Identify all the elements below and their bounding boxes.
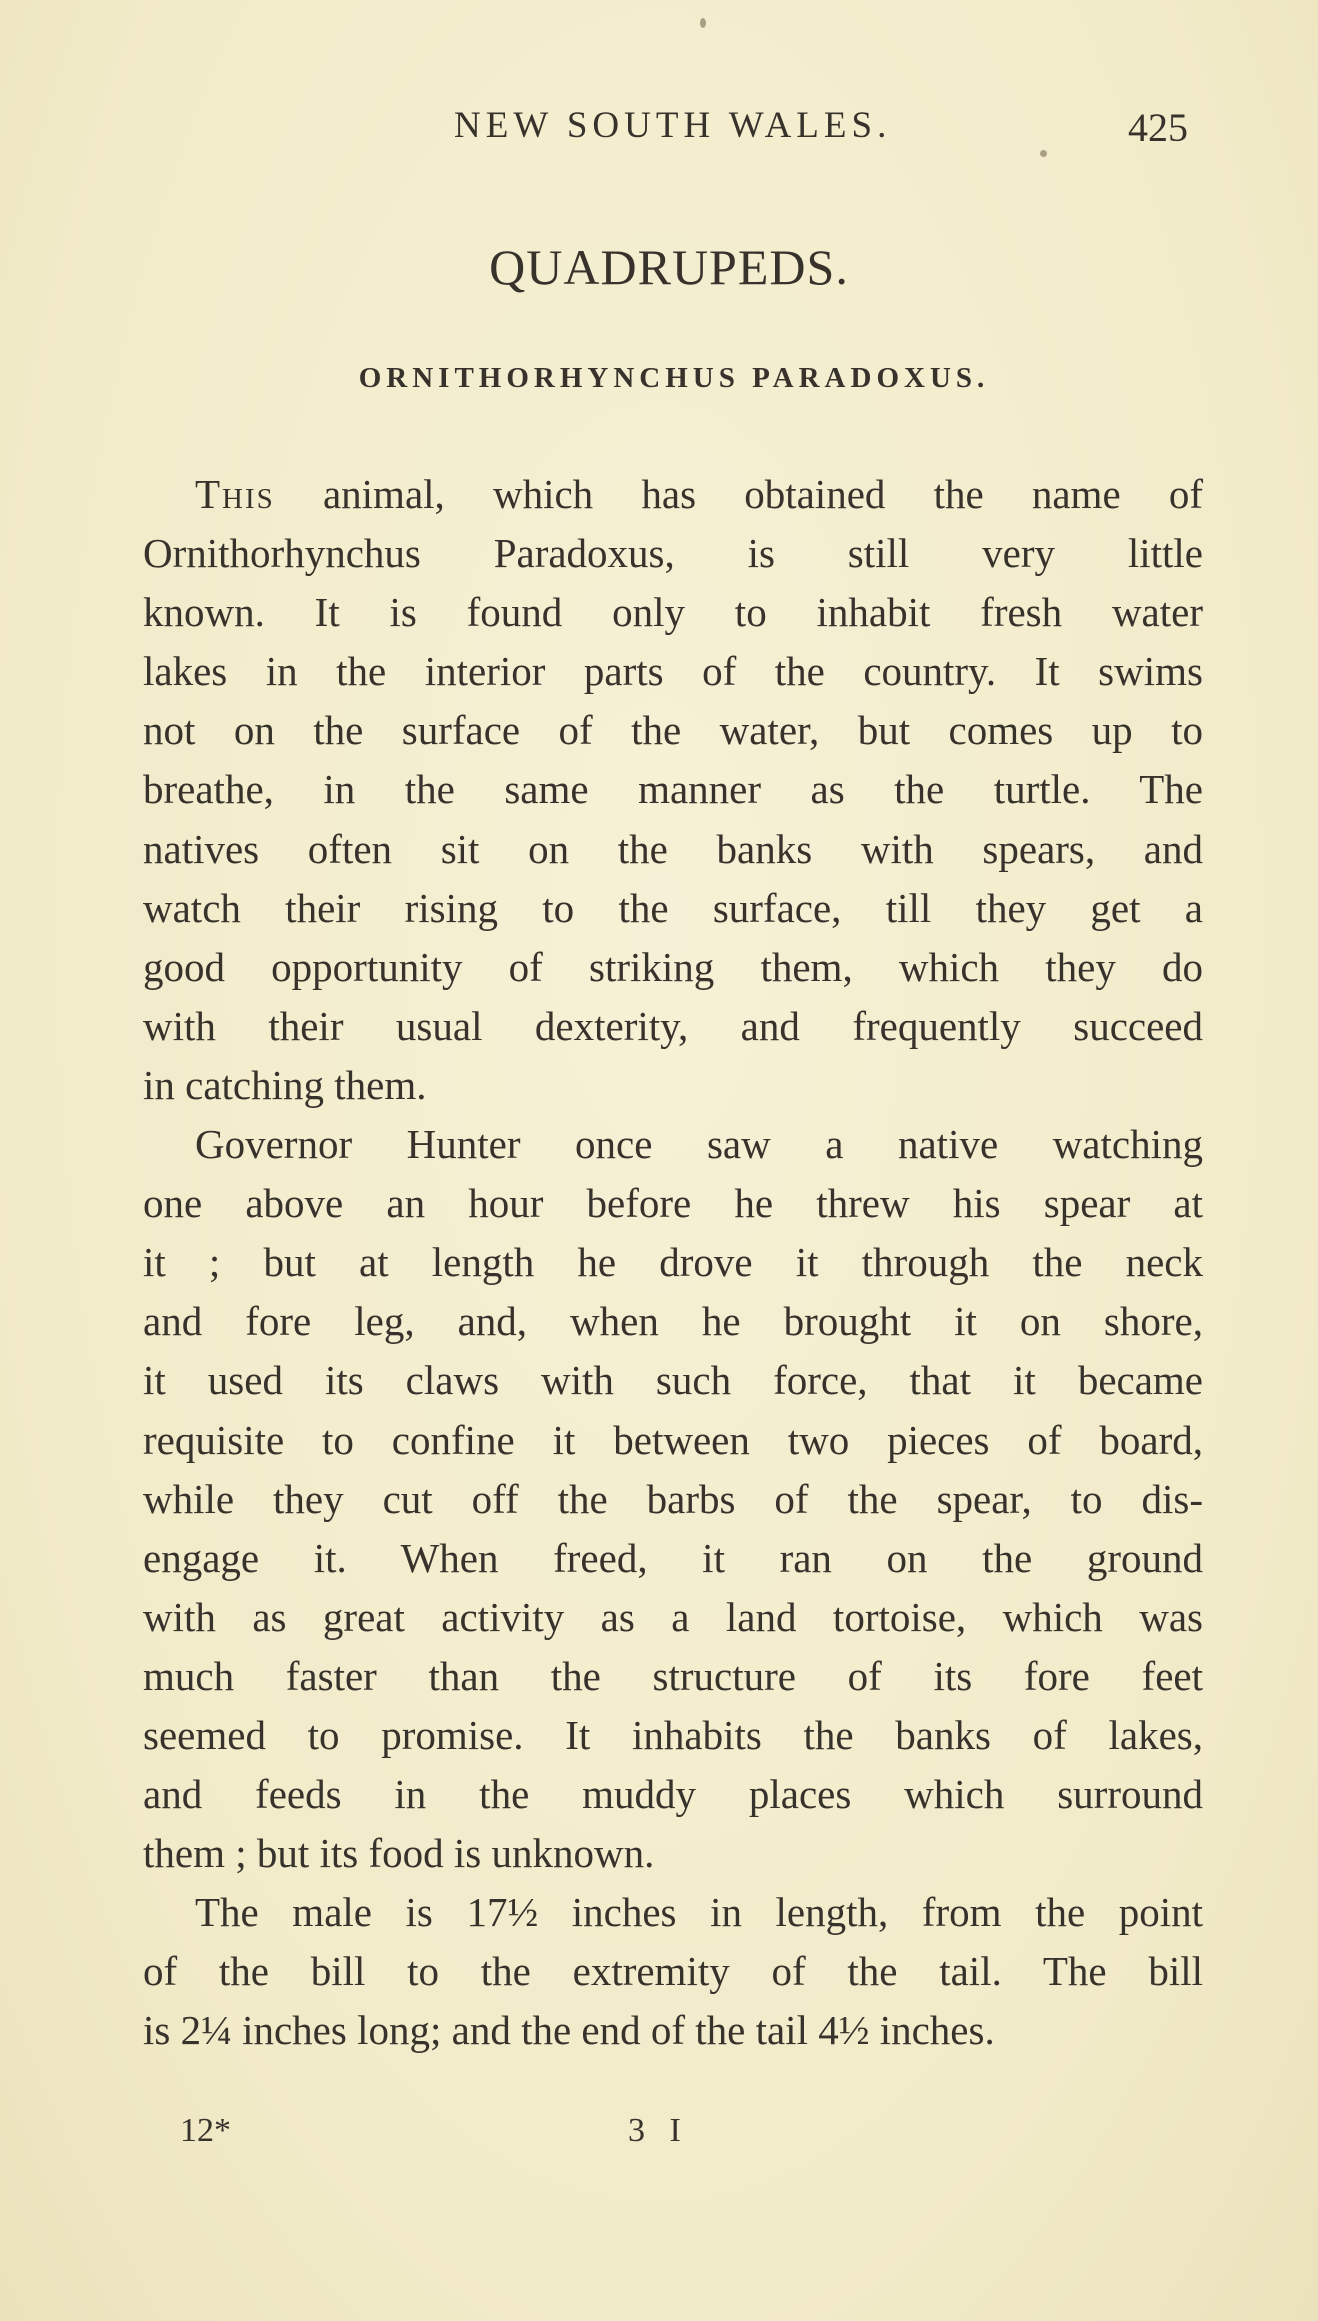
text-line: Governor Hunter once saw a native watching: [195, 1121, 1203, 1168]
text-line: and feeds in the muddy places which surround: [143, 1771, 1203, 1818]
text-line: natives often sit on the banks with spears, and: [143, 825, 1203, 872]
paragraph: [143, 1883, 1203, 2060]
line-text: animal, which has obtained the name of: [274, 471, 1203, 517]
text-line: it ; but at length he drove it through the neck: [143, 1239, 1203, 1286]
text-line: them ; but its food is unknown.: [143, 1830, 655, 1877]
text-line: The male is 17½ inches in length, from the point: [195, 1889, 1203, 1936]
text-line: requisite to confine it between two pieces of board,: [143, 1416, 1203, 1463]
signature-mark-left: 12*: [180, 2112, 231, 2149]
paragraph: [143, 465, 1203, 1115]
text-line: and fore leg, and, when he brought it on shore,: [143, 1298, 1203, 1345]
running-head: [0, 104, 1318, 152]
text-line: much faster than the structure of its fore feet: [143, 1652, 1203, 1699]
text-line: is 2¼ inches long; and the end of the tail 4½ inches.: [143, 2007, 995, 2054]
section-title: QUADRUPEDS.: [489, 239, 849, 295]
text-line: in catching them.: [143, 1061, 427, 1108]
signature-mark-right: 3 I: [628, 2112, 689, 2149]
text-line: engage it. When freed, it ran on the ground: [143, 1534, 1203, 1581]
text-line: it used its claws with such force, that it became: [143, 1357, 1203, 1404]
lead-word: This: [195, 471, 275, 517]
footer: [0, 2112, 1318, 2162]
text-line: watch their rising to the surface, till they get a: [143, 884, 1203, 931]
paragraph: [143, 1115, 1203, 1883]
text-line: seemed to promise. It inhabits the banks of lakes,: [143, 1711, 1203, 1758]
text-line: with as great activity as a land tortoise, which was: [143, 1593, 1203, 1640]
body-text: [143, 465, 1203, 2061]
text-line: of the bill to the extremity of the tail. The bill: [143, 1948, 1203, 1995]
page-number: 425: [1128, 105, 1188, 150]
subtitle: ORNITHORHYNCHUS PARADOXUS.: [358, 362, 990, 394]
text-line: lakes in the interior parts of the country. It swims: [143, 648, 1203, 695]
running-head-title: NEW SOUTH WALES.: [454, 105, 892, 146]
text-line: with their usual dexterity, and frequently succeed: [143, 1002, 1203, 1049]
text-line: not on the surface of the water, but comes up to: [143, 707, 1203, 754]
text-line: [143, 465, 1203, 524]
text-line: good opportunity of striking them, which they do: [143, 943, 1203, 990]
ink-speck: [700, 18, 706, 28]
text-line: one above an hour before he threw his spear at: [143, 1180, 1203, 1227]
text-line: Ornithorhynchus Paradoxus, is still very little: [143, 530, 1203, 577]
text-line: known. It is found only to inhabit fresh water: [143, 589, 1203, 636]
text-line: breathe, in the same manner as the turtle. The: [143, 766, 1203, 813]
text-line: while they cut off the barbs of the spear, to dis-: [143, 1475, 1203, 1522]
